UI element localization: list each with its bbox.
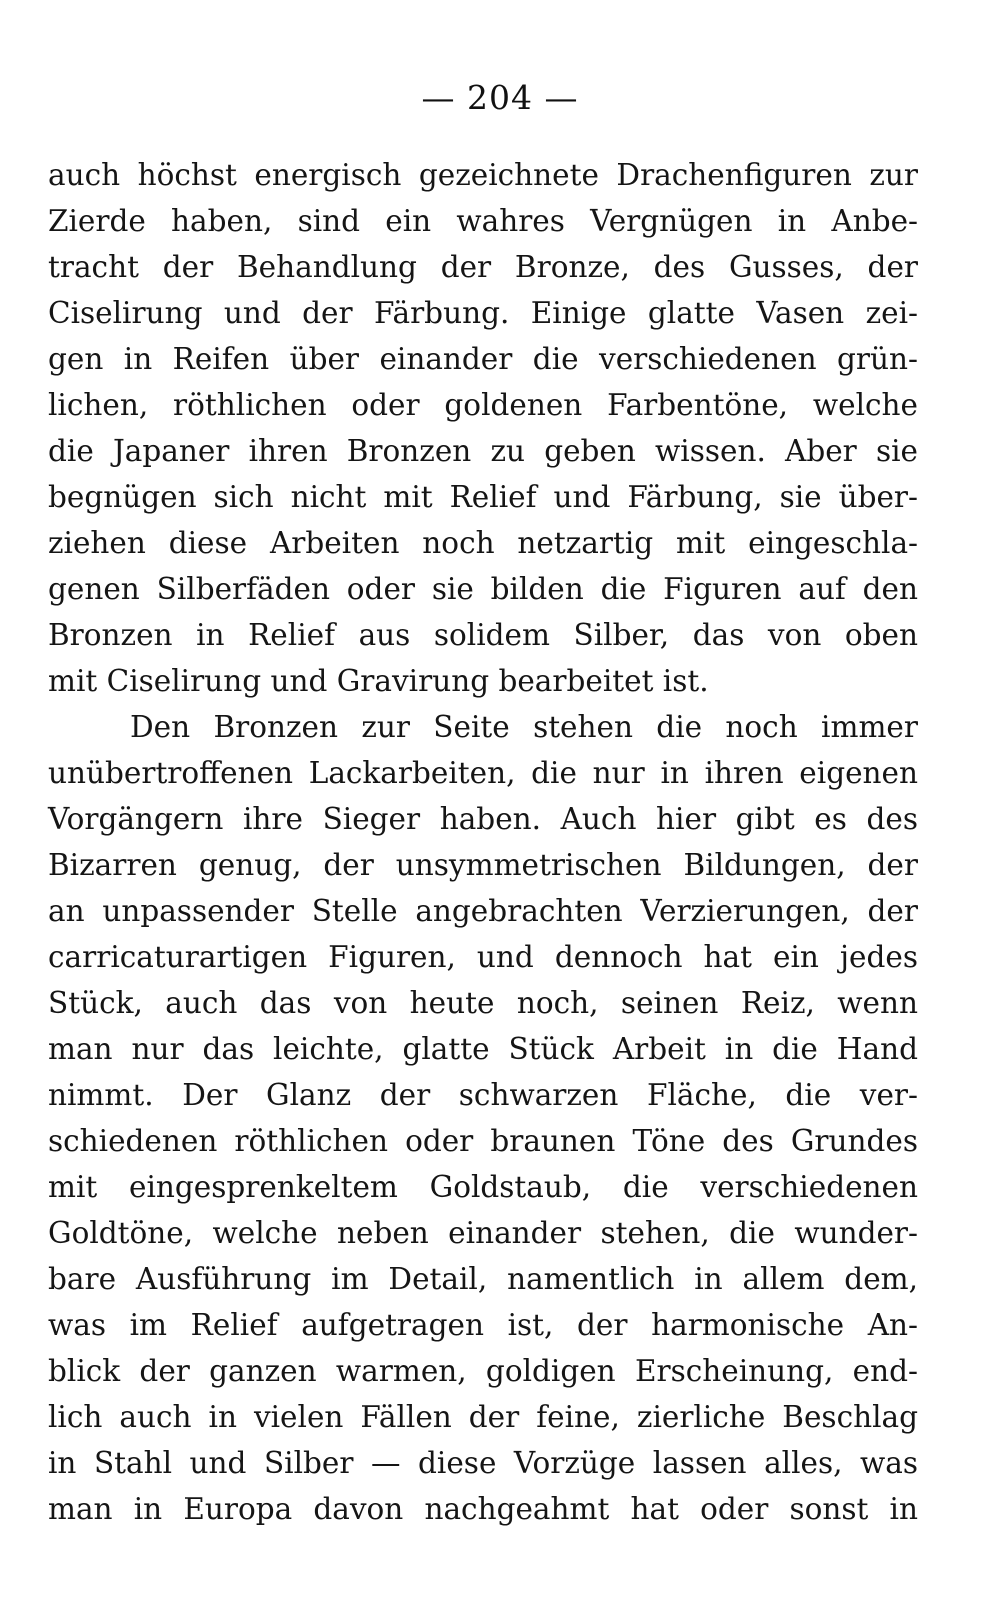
text-line: Stück, auch das von heute noch, seinen Reiz, wenn (48, 986, 918, 1020)
text-line: Den Bronzen zur Seite stehen die noch immer (130, 710, 918, 744)
text-line: Bronzen in Relief aus solidem Silber, das von oben (48, 618, 918, 652)
text-line: auch höchst energisch gezeichnete Drachenfiguren zur (48, 158, 918, 192)
text-line: in Stahl und Silber — diese Vorzüge lassen alles, was (48, 1446, 918, 1480)
text-line: Goldtöne, welche neben einander stehen, die wunder- (48, 1216, 918, 1250)
text-line: Vorgängern ihre Sieger haben. Auch hier gibt es des (48, 802, 918, 836)
text-line: Ciselirung und der Färbung. Einige glatte Vasen zei- (48, 296, 918, 330)
text-line: lichen, röthlichen oder goldenen Farbentöne, welche (48, 388, 918, 422)
text-line: an unpassender Stelle angebrachten Verzierungen, der (48, 894, 918, 928)
text-line: Zierde haben, sind ein wahres Vergnügen in Anbe- (48, 204, 918, 238)
text-line: die Japaner ihren Bronzen zu geben wissen. Aber sie (48, 434, 918, 468)
text-line: genen Silberfäden oder sie bilden die Figuren auf den (48, 572, 918, 606)
text-line: man in Europa davon nachgeahmt hat oder sonst in (48, 1492, 918, 1526)
text-line: mit Ciselirung und Gravirung bearbeitet ist. (48, 664, 709, 698)
text-line: bare Ausführung im Detail, namentlich in allem dem, (48, 1262, 918, 1296)
text-line: Bizarren genug, der unsymmetrischen Bildungen, der (48, 848, 918, 882)
body-text (48, 152, 918, 1532)
text-line: lich auch in vielen Fällen der feine, zierliche Beschlag (48, 1400, 918, 1434)
text-line: nimmt. Der Glanz der schwarzen Fläche, die ver- (48, 1078, 918, 1112)
text-line: schiedenen röthlichen oder braunen Töne des Grundes (48, 1124, 918, 1158)
text-line: ziehen diese Arbeiten noch netzartig mit eingeschla- (48, 526, 918, 560)
text-line: unübertroffenen Lackarbeiten, die nur in ihren eigenen (48, 756, 918, 790)
text-line: tracht der Behandlung der Bronze, des Gusses, der (48, 250, 918, 284)
text-line: blick der ganzen warmen, goldigen Erscheinung, end- (48, 1354, 918, 1388)
text-line: mit eingesprenkeltem Goldstaub, die verschiedenen (48, 1170, 918, 1204)
text-line: carricaturartigen Figuren, und dennoch hat ein jedes (48, 940, 918, 974)
text-line: was im Relief aufgetragen ist, der harmonische An- (48, 1308, 918, 1342)
text-line: gen in Reifen über einander die verschiedenen grün- (48, 342, 918, 376)
text-line: man nur das leichte, glatte Stück Arbeit in die Hand (48, 1032, 918, 1066)
page-number: — 204 — (421, 78, 579, 117)
paragraph-2 (48, 704, 918, 1532)
text-line: begnügen sich nicht mit Relief und Färbung, sie über- (48, 480, 918, 514)
paragraph-1 (48, 152, 918, 704)
